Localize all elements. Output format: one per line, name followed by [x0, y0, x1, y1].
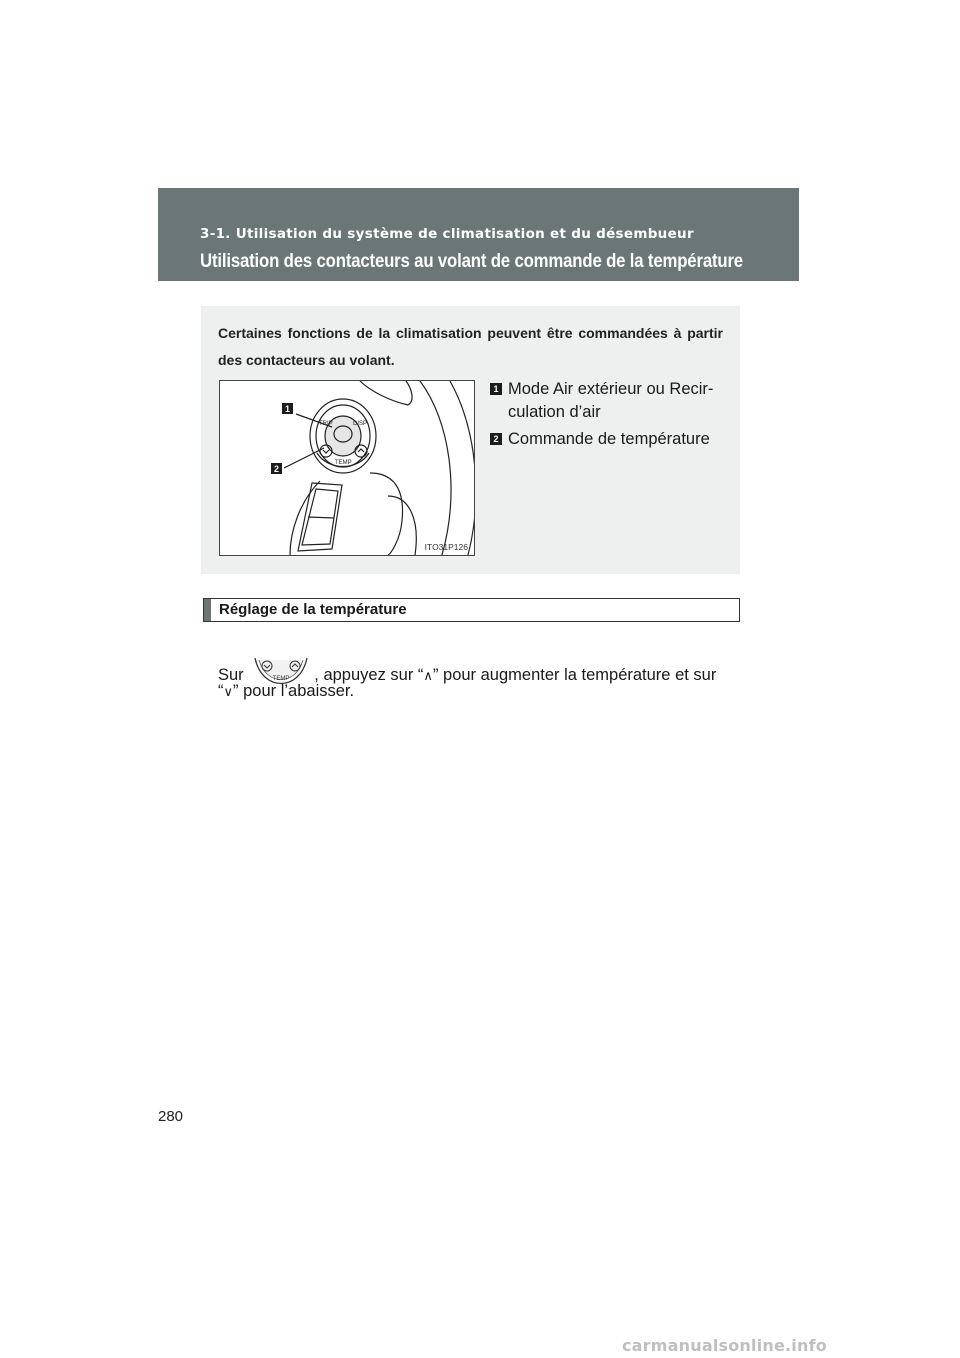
figure-code: ITO31P126 [424, 542, 468, 552]
callout-list [490, 378, 730, 455]
callout-number: 1 [490, 383, 502, 395]
watermark: carmanualsonline.info [622, 1336, 827, 1355]
down-symbol: ∨ [223, 685, 234, 700]
subheading-text: Réglage de la température [219, 601, 407, 618]
up-symbol: ∧ [423, 669, 433, 684]
callout-text: Commande de température [508, 430, 710, 448]
disp-label: DISP [353, 421, 368, 427]
intro-text: Certaines fonctions de la climatisation peuvent être commandées à partir des contacteurs au volant. [218, 325, 723, 368]
marker-1: 1 [284, 404, 291, 414]
callout-text: Mode Air extérieur ou Recir-culation d’air [508, 380, 714, 421]
marker-2: 2 [273, 464, 280, 474]
body-text: ” pour l’abaisser. [233, 682, 355, 700]
temp-icon-label: TEMP [272, 676, 290, 682]
body-text: , appuyez sur “ [314, 666, 424, 684]
subheading-accent [204, 599, 211, 621]
callout-number: 2 [490, 433, 502, 445]
callout-item-1 [490, 378, 730, 424]
body-text: Sur [218, 666, 244, 684]
callout-item-2 [490, 428, 730, 451]
page-number: 280 [158, 1108, 184, 1125]
steering-wheel-illustration [220, 381, 474, 555]
steering-switch-figure [219, 380, 475, 556]
body-line-2 [218, 682, 740, 701]
section-title: 3-1. Utilisation du système de climatisation et du désembueur [200, 226, 694, 242]
trip-label: TRIP [319, 421, 333, 427]
body-text: ” pour augmenter la température et sur [432, 666, 717, 684]
subheading-box [203, 598, 740, 622]
temp-label: TEMP [335, 460, 352, 466]
body-text: “ [218, 682, 224, 700]
page-heading: Utilisation des contacteurs au volant de commande de la température [200, 250, 743, 272]
